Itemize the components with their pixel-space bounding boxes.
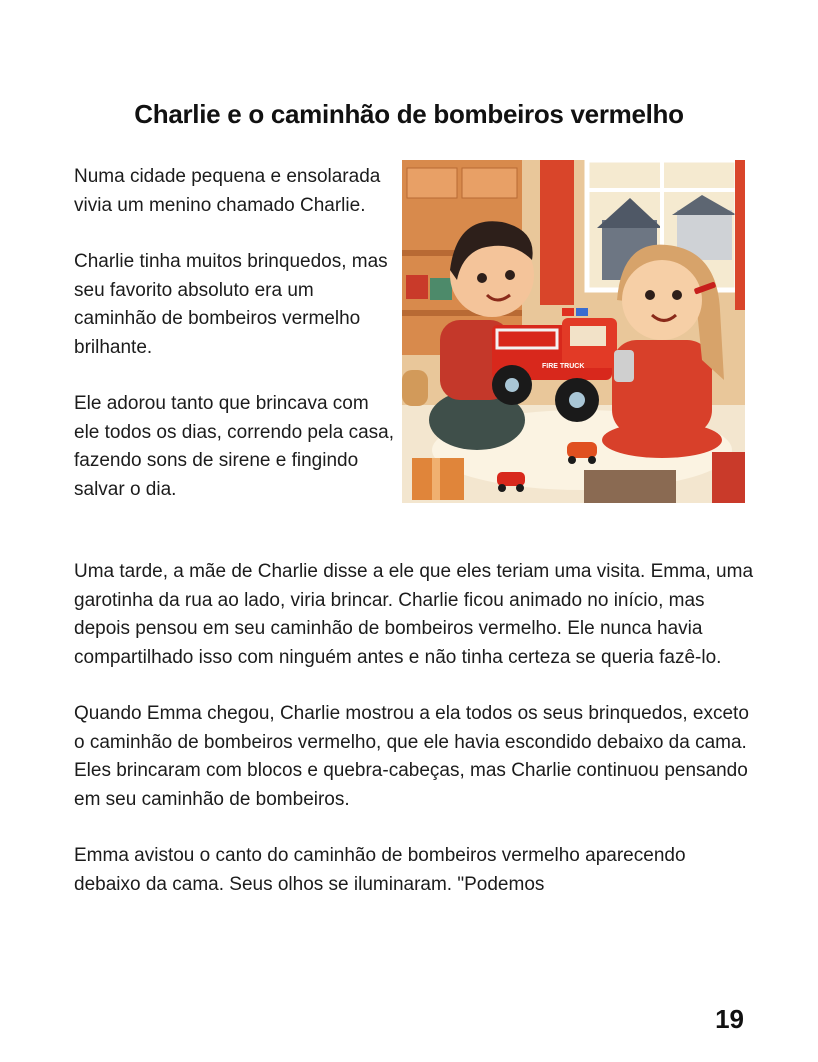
page-number: 19 [715, 1004, 744, 1034]
body-paragraph-1: Uma tarde, a mãe de Charlie disse a ele que eles teriam uma visita. Emma, uma garotinha da rua ao lado, viria brincar. Charlie ficou animado no início, mas depois pensou em seu caminhão de bombeiros vermelho. Ele nunca havia compartilhado isso com ninguém antes e não tinha certeza se queria fazê-lo. [74, 561, 754, 668]
intro-text-column [74, 163, 396, 532]
fire-truck-illustration [402, 160, 745, 503]
body-text-column [74, 558, 754, 927]
intro-paragraph-2: Charlie tinha muitos brinquedos, mas seu favorito absoluto era um caminhão de bombeiros vermelho brilhante. [74, 251, 388, 358]
story-illustration [402, 160, 745, 503]
intro-paragraph-3: Ele adorou tanto que brincava com ele todos os dias, correndo pela casa, fazendo sons de sirene e fingindo salvar o dia. [74, 393, 395, 500]
truck-label: FIRE TRUCK [542, 363, 585, 370]
intro-paragraph-1: Numa cidade pequena e ensolarada vivia um menino chamado Charlie. [74, 166, 381, 216]
body-paragraph-2: Quando Emma chegou, Charlie mostrou a ela todos os seus brinquedos, exceto o caminhão de bombeiros vermelho, que ele havia escondido debaixo da cama. Eles brincaram com blocos e quebra-cabeças, mas Charlie continuou pensando em seu caminhão de bombeiros. [74, 703, 749, 810]
body-paragraph-3: Emma avistou o canto do caminhão de bombeiros vermelho aparecendo debaixo da cama. Seus olhos se iluminaram. "Podemos [74, 845, 686, 895]
page-title: Charlie e o caminhão de bombeiros vermelho [134, 99, 684, 129]
